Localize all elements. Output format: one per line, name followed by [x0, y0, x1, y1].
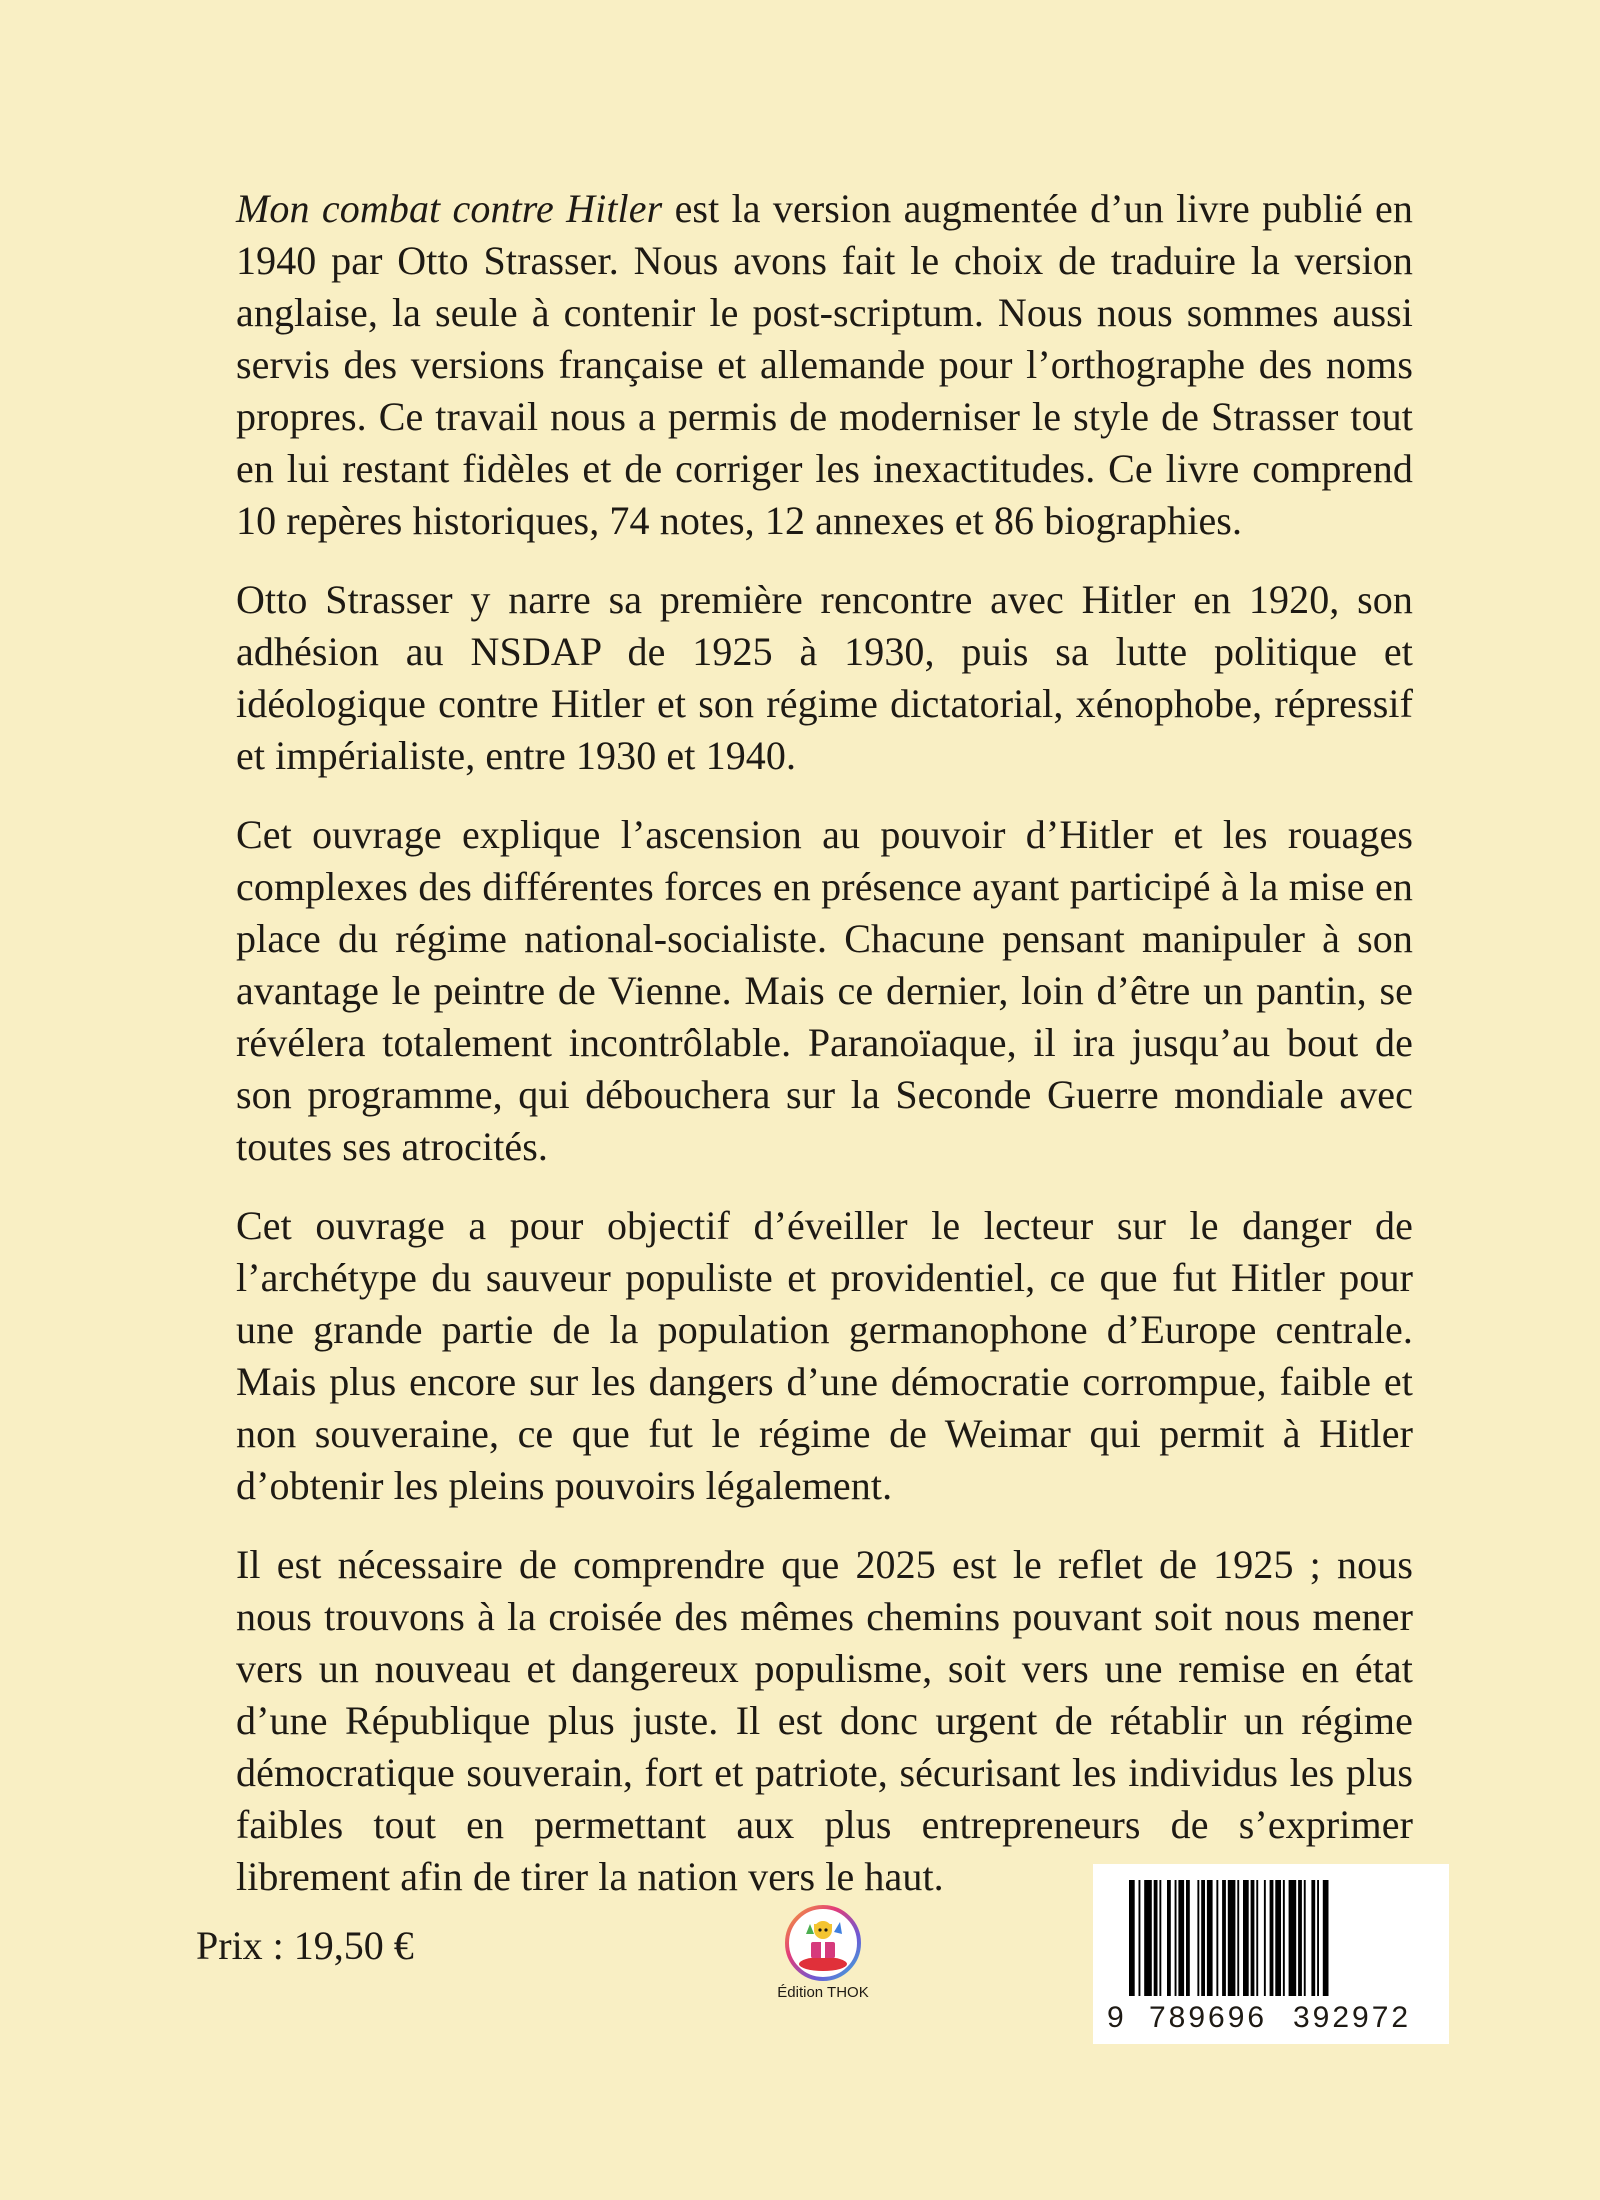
paragraph-1-text: est la version augmentée d’un livre publié en 1940 par Otto Strasser. Nous avons fait le choix de traduire la version anglaise, la seule à contenir le post-scriptum. Nous nous sommes aussi servis des versions française et allemande pour l’orthographe des noms propres. Ce travail nous a permis de moderniser le style de Strasser tout en lui restant fidèles et de corriger les inexactitudes. Ce livre comprend 10 repères historiques, 74 notes, 12 annexes et 86 biographies.	[236, 186, 1413, 543]
publisher-name: Édition THOK	[777, 1984, 869, 2001]
paragraph-5: Il est nécessaire de comprendre que 2025 est le reflet de 1925 ; nous nous trouvons à la croisée des mêmes chemins pouvant soit nous mener vers un nouveau et dangereux populisme, soit vers une remise en état d’une République plus juste. Il est donc urgent de rétablir un régime démocratique souverain, fort et patriote, sécurisant les individus les plus faibles tout en permettant aux plus entrepreneurs de s’exprimer librement afin de tirer la nation vers le haut.	[236, 1542, 1413, 1899]
barcode-left-group: 789696	[1149, 2001, 1268, 2034]
publisher-logo	[764, 1904, 882, 2001]
barcode-digits	[1093, 1998, 1449, 2038]
price-label: Prix : 19,50 €	[196, 1923, 414, 1968]
publisher-logo-icon	[784, 1904, 862, 1982]
paragraph-3: Cet ouvrage explique l’ascension au pouvoir d’Hitler et les rouages complexes des différentes forces en présence ayant participé à la mise en place du régime national-socialiste. Chacune pensant manipuler à son avantage le peintre de Vienne. Mais ce dernier, loin d’être un pantin, se révélera totalement incontrôlable. Paranoïaque, il ira jusqu’au bout de son programme, qui débouchera sur la Seconde Guerre mondiale avec toutes ses atrocités.	[236, 812, 1413, 1169]
barcode-right-group: 392972	[1293, 2001, 1412, 2034]
paragraph-4: Cet ouvrage a pour objectif d’éveiller le lecteur sur le danger de l’archétype du sauveur populiste et providentiel, ce que fut Hitler pour une grande partie de la population germanophone d’Europe centrale. Mais plus encore sur les dangers d’une démocratie corrompue, faible et non souveraine, ce que fut le régime de Weimar qui permit à Hitler d’obtenir les pleins pouvoirs légalement.	[236, 1203, 1413, 1508]
paragraph-2: Otto Strasser y narre sa première rencontre avec Hitler en 1920, son adhésion au NSDAP de 1925 à 1930, puis sa lutte politique et idéologique contre Hitler et son régime dictatorial, xénophobe, répressif et impérialiste, entre 1930 et 1940.	[236, 577, 1413, 778]
back-cover-text	[236, 183, 1413, 1930]
book-title: Mon combat contre Hitler	[236, 186, 663, 231]
paragraph-1	[236, 183, 1413, 547]
barcode	[1093, 1864, 1449, 2044]
barcode-first-digit: 9	[1107, 2001, 1124, 2034]
